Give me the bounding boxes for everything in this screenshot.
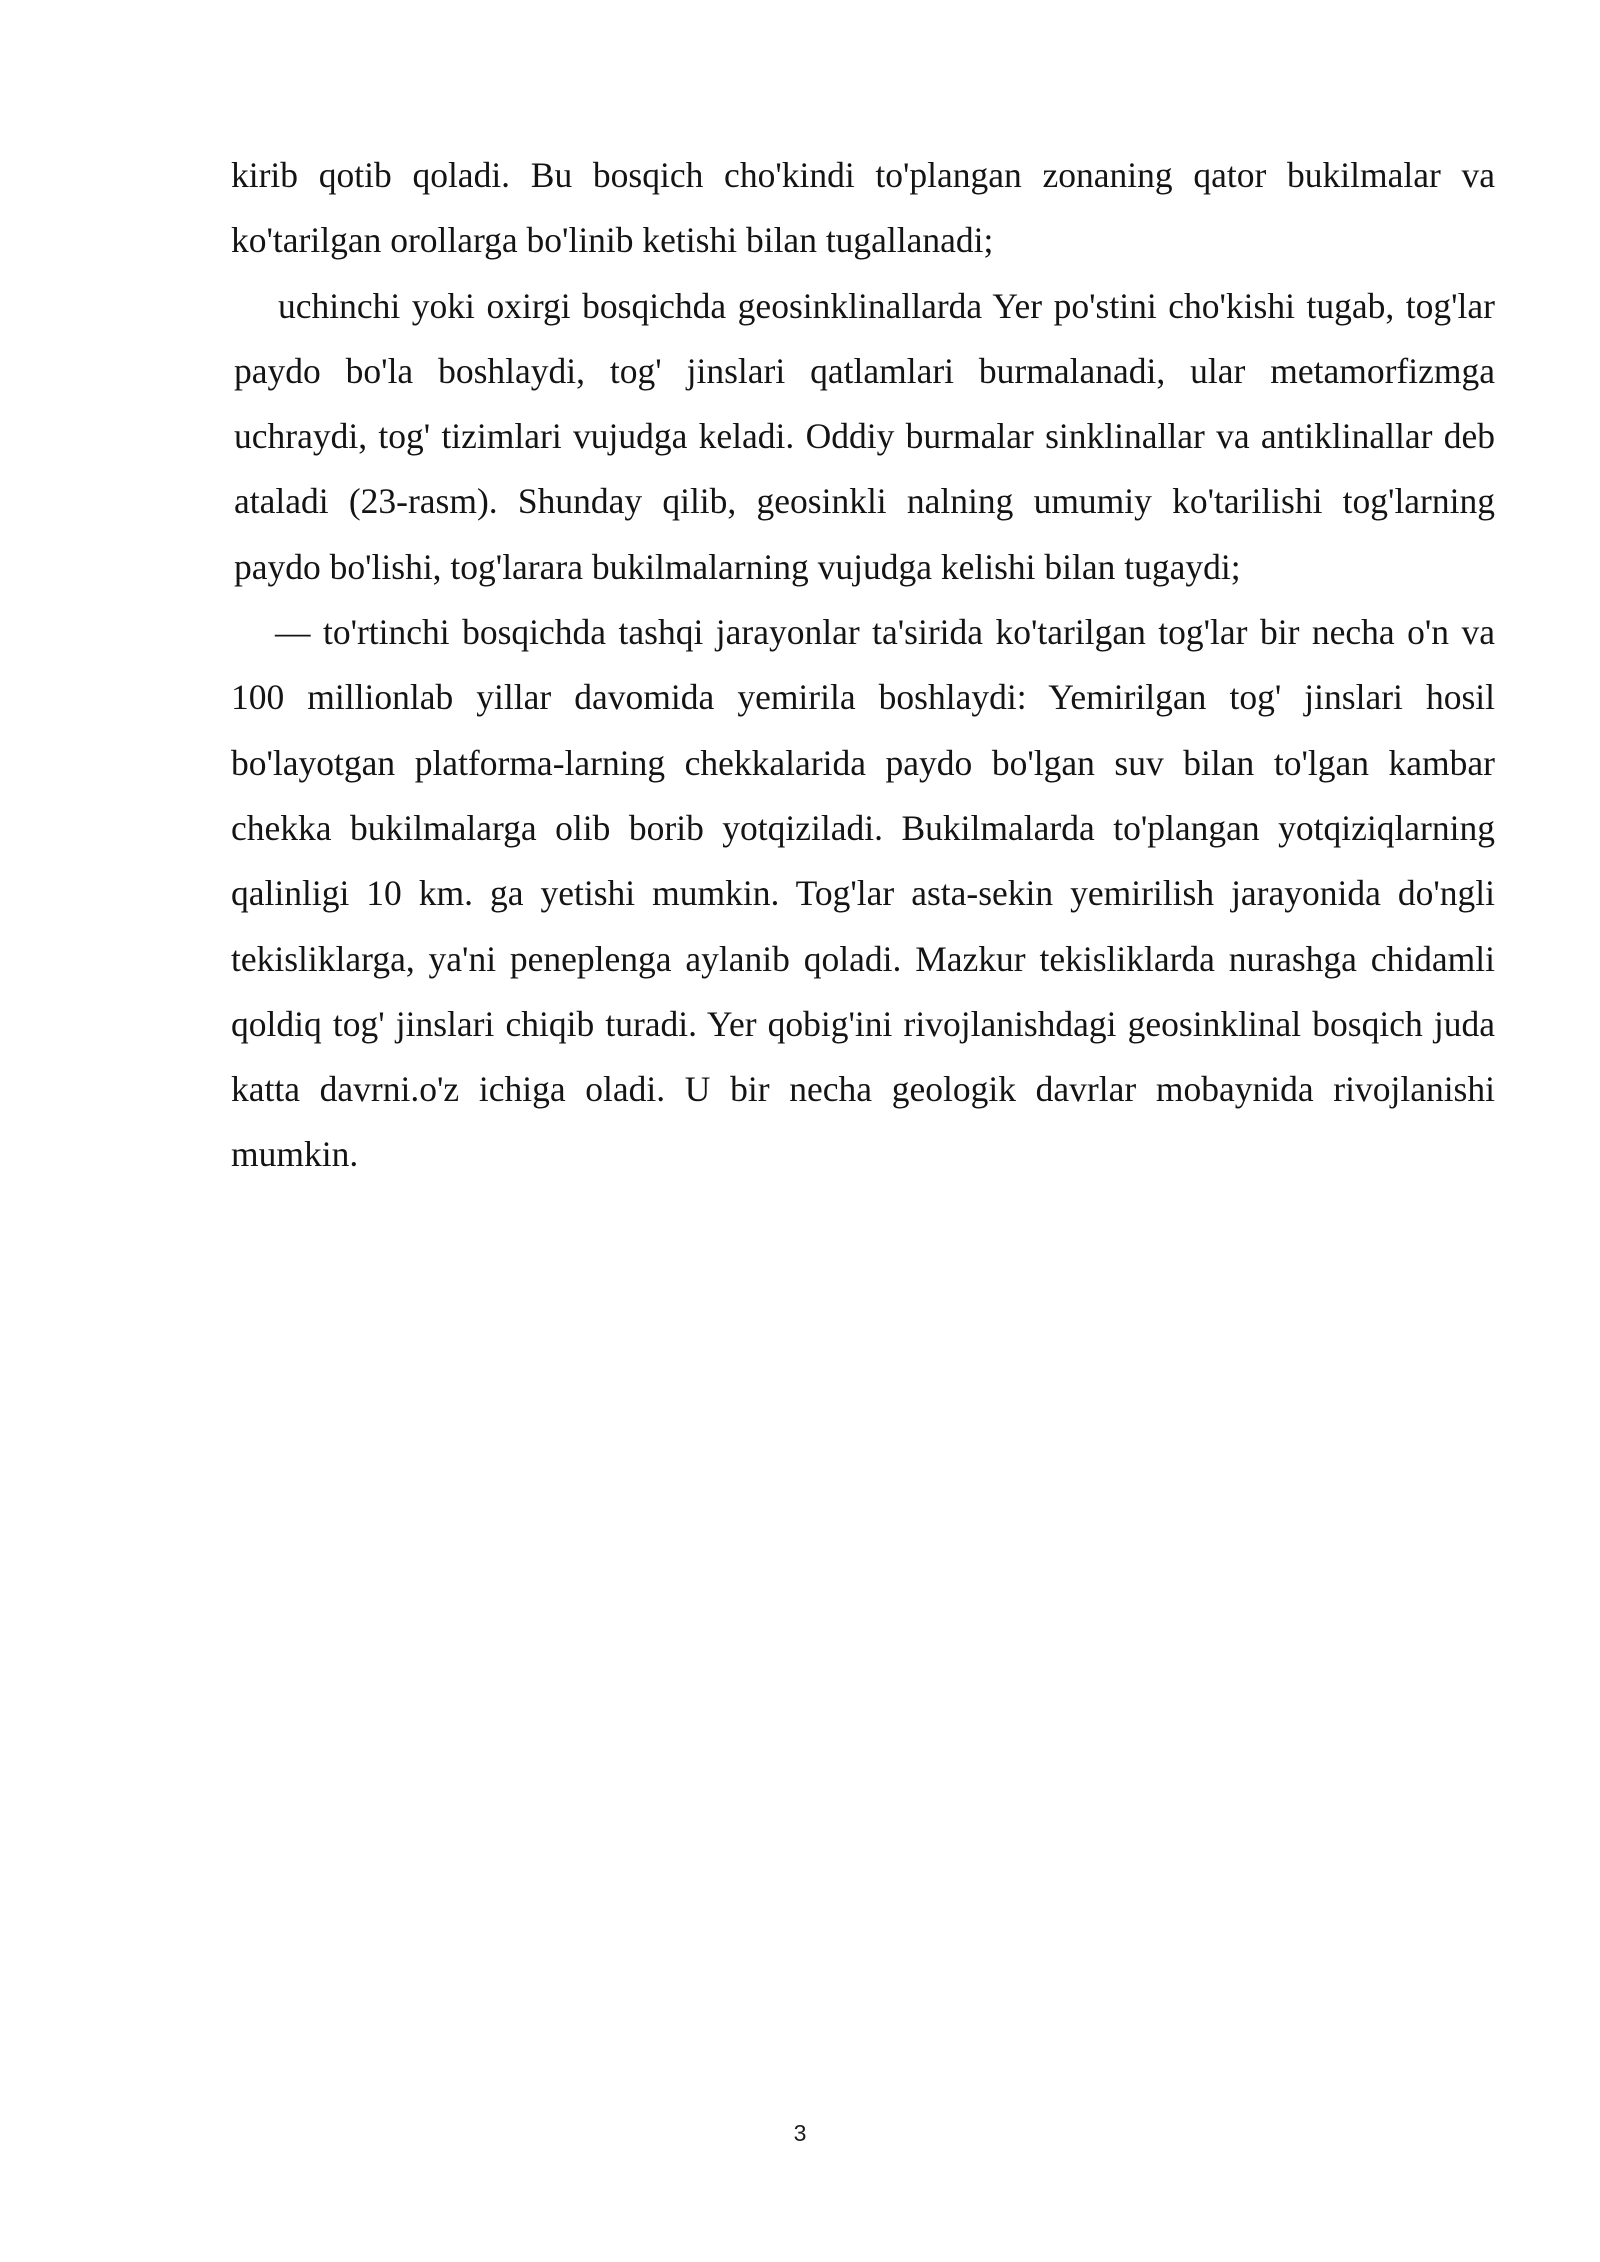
paragraph-stage-two-end: kirib qotib qoladi. Bu bosqich cho'kindi to'plangan zonaning qator bukilmalar va ko'tarilgan orollarga bo'linib ketishi bilan tugallanadi; <box>231 155 1495 261</box>
paragraph-stage-four: — to'rtinchi bosqichda tashqi jarayonlar ta'sirida ko'tarilgan tog'lar bir necha o'n va 100 millionlab yillar davomida yemirila boshlaydi: Yemirilgan tog' jinslari hosil bo'layotgan platforma-larning chekkalarida paydo bo'lgan suv bilan to'lgan kambar chekka bukilmalarga olib borib yotqiziladi. Bukilmalarda to'plangan yotqiziqlarning qalinligi 10 km. ga yetishi mumkin. Tog'lar asta-sekin yemirilish jarayonida do'ngli tekisliklarga, ya'ni peneplenga aylanib qoladi. Mazkur tekisliklarda nurashga chidamli qoldiq tog' jinslari chiqib turadi. Yer qobig'ini rivojlanishdagi geosinklinal bosqich juda katta davrni.o'z ichiga oladi. U bir necha geologik davrlar mobaynida rivojlanishi mumkin. <box>231 612 1495 1175</box>
body-text <box>231 143 1495 1188</box>
page-number: 3 <box>793 2120 807 2146</box>
paragraph-stage-three: uchinchi yoki oxirgi bosqichda geosinklinallarda Yer po'stini cho'kishi tugab, tog'lar paydo bo'la boshlaydi, tog' jinslari qatlamlari burmalanadi, ular metamorfizmga uchraydi, tog' tizimlari vujudga keladi. Oddiy burmalar sinklinallar va antiklinallar deb ataladi (23-rasm). Shunday qilib, geosinkli nalning umumiy ko'tarilishi tog'larning paydo bo'lishi, tog'larara bukilmalarning vujudga kelishi bilan tugaydi; <box>234 285 1495 587</box>
